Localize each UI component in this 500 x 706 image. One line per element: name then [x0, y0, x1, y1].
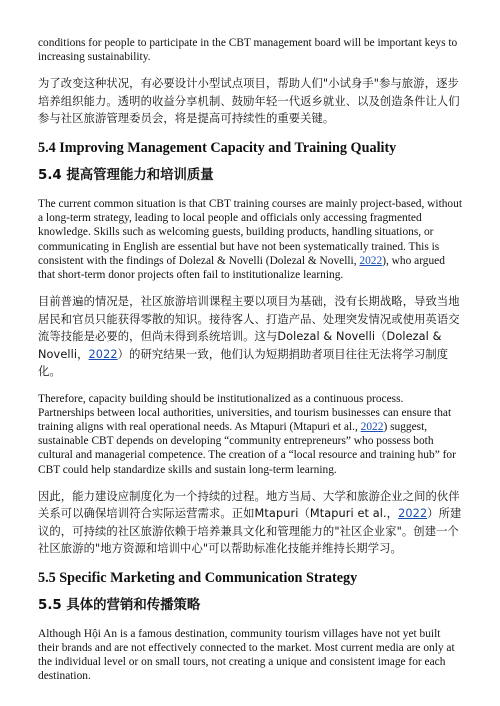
section-heading-5-4-zh: 5.4 提高管理能力和培训质量: [38, 167, 214, 183]
paragraph-en: [38, 392, 462, 477]
paragraph-text: ）的研究结果一致，他们认为短期捐助者项目往往无法将学习制度化。: [38, 347, 449, 379]
paragraph-text: ), who argued that short-term donor projects often fail to institutionalize learning.: [38, 254, 445, 281]
citation-link[interactable]: 2022: [88, 347, 118, 361]
paragraph-en: Although Hội An is a famous destination, community tourism villages have not yet built their brands and are not effectively connected to the market. Most current media are only at the individual level or on small tours, not creating a unique and consistent image for each destination.: [38, 627, 455, 683]
paragraph-en: conditions for people to participate in the CBT management board will be important keys to increasing sustainability.: [38, 37, 458, 64]
citation-link[interactable]: 2022: [398, 507, 428, 521]
paragraph-zh: [38, 293, 462, 381]
section-heading-5-5-zh: 5.5 具体的营销和传播策略: [38, 597, 201, 613]
paragraph-text: ) suggest, sustainable CBT depends on developing “community entrepreneurs” who possess both cultural and managerial competence. The creation of a “local resource and training hub” for CBT could help standardize skills and sustain long-term learning.: [38, 421, 456, 476]
section-heading-5-5-en: 5.5 Specific Marketing and Communication Strategy: [38, 569, 358, 586]
paragraph-text: 目前普遍的情况是，社区旅游培训课程主要以项目为基础，没有长期战略，导致当地居民和官员只能获得零散的知识。接待客人、打造产品、处理突发情况或使用英语交流等技能是必要的，但尚未得到系统培训。这与Dolezal & Novelli（Dolezal & Novelli，: [38, 295, 460, 361]
paragraph-zh: [38, 488, 462, 558]
document-page: [38, 0, 462, 695]
citation-link[interactable]: 2022: [359, 254, 383, 267]
citation-link[interactable]: 2022: [360, 421, 384, 434]
paragraph-text: 因此，能力建设应制度化为一个持续的过程。地方当局、大学和旅游企业之间的伙伴关系可以确保培训符合实际运营需求。正如Mtapuri（Mtapuri et al.，: [38, 489, 460, 521]
paragraph-text: The current common situation is that CBT training courses are mainly project-based, without a long-term strategy, leading to local people and officials only accessing fragmented knowledge. Skills such as welcoming guests, building products, handling situations, or communicating in English are essential but have not been systematically trained. This is consistent with the findings of Dolezal & Novelli (Dolezal & Novelli,: [38, 197, 462, 267]
section-heading-5-4-en: 5.4 Improving Management Capacity and Training Quality: [38, 139, 397, 156]
paragraph-en: [38, 197, 462, 282]
paragraph-text: Therefore, capacity building should be institutionalized as a continuous process. Partnerships between local authorities, universities, and tourism businesses can ensure that training aligns with real operational needs. As Mtapuri (Mtapuri et al.,: [38, 392, 452, 434]
paragraph-zh: 为了改变这种状况，有必要设计小型试点项目，帮助人们"小试身手"参与旅游，逐步培养组织能力。透明的收益分享机制、鼓励年轻一代返乡就业、以及创造条件让人们参与社区旅游管理委员会，将是提高可持续性的重要关键。: [38, 77, 460, 126]
paragraph-text: ）所建议的，可持续的社区旅游依赖于培养兼具文化和管理能力的"社区企业家"。创建一个社区旅游的"地方资源和培训中心"可以帮助标准化技能并维持长期学习。: [38, 507, 462, 556]
